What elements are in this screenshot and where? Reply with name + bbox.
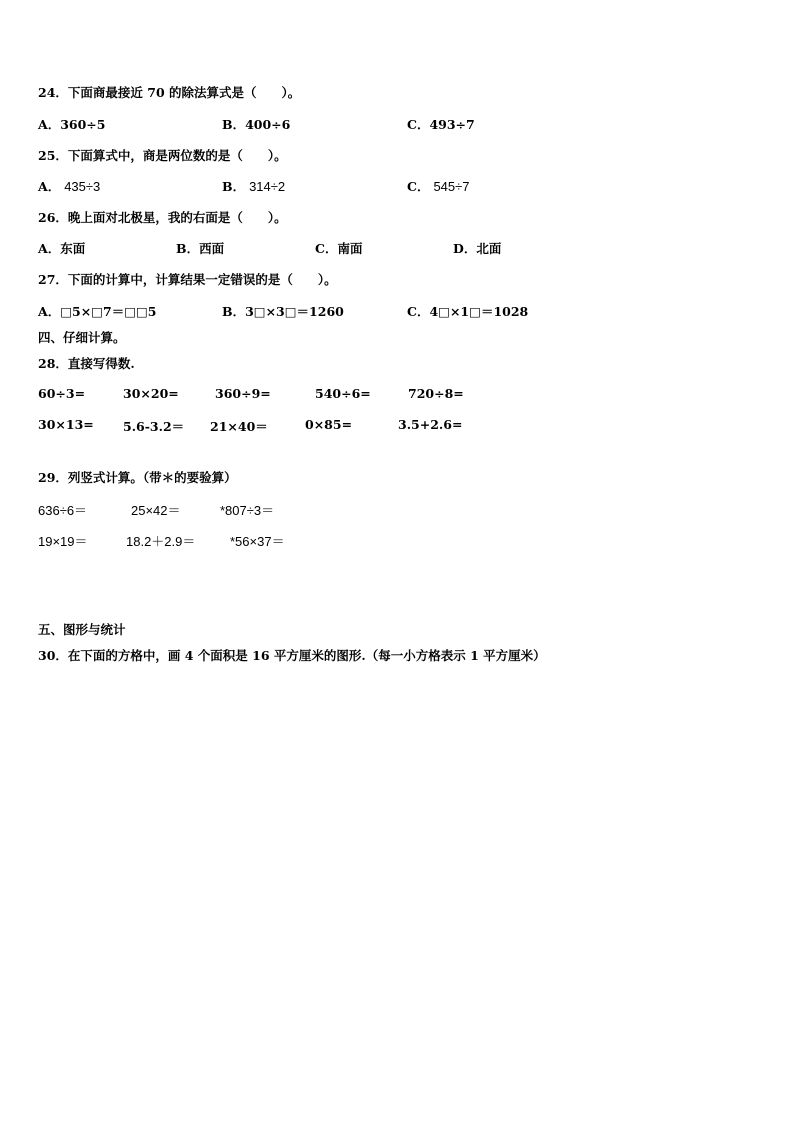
q25-option-b xyxy=(222,177,285,195)
q29-expr-4: 19×19＝ xyxy=(38,534,88,549)
question-24-stem: 24．下面商最接近 70 的除法算式是（ ）。 xyxy=(38,85,301,100)
q24-option-c: C．493÷7 xyxy=(407,117,475,132)
q28-expr-10: 3.5+2.6= xyxy=(398,417,463,432)
q25-option-a-letter: A． xyxy=(38,179,61,194)
q25-option-b-letter: B． xyxy=(222,179,246,194)
q29-expr-6: *56×37＝ xyxy=(230,534,285,549)
q29-expr-1: 636÷6＝ xyxy=(38,503,88,518)
q27-option-c: C．4□×1□＝1028 xyxy=(407,304,529,319)
q28-expr-4: 540÷6= xyxy=(315,386,371,401)
q25-option-a-expr: 435÷3 xyxy=(64,179,101,194)
q24-option-b: B．400÷6 xyxy=(222,117,291,132)
q25-option-b-expr: 314÷2 xyxy=(249,179,286,194)
q28-expr-6: 30×13= xyxy=(38,417,94,432)
q26-option-b: B．西面 xyxy=(176,241,225,256)
section-4-title: 四、仔细计算。 xyxy=(38,330,126,345)
q28-expr-3: 360÷9= xyxy=(215,386,271,401)
q26-option-a: A．东面 xyxy=(38,241,86,256)
q27-option-a: A．□5×□7＝□□5 xyxy=(38,304,157,319)
question-27-stem: 27．下面的计算中，计算结果一定错误的是（ ）。 xyxy=(38,272,337,287)
q25-option-c xyxy=(407,177,470,195)
q28-expr-7: 5.6-3.2＝ xyxy=(123,419,185,434)
q24-option-a: A．360÷5 xyxy=(38,117,106,132)
q25-option-c-letter: C． xyxy=(407,179,430,194)
q26-option-c: C．南面 xyxy=(315,241,363,256)
q29-expr-2: 25×42＝ xyxy=(131,503,181,518)
q28-expr-5: 720÷8= xyxy=(408,386,464,401)
q28-expr-8: 21×40＝ xyxy=(210,419,268,434)
q27-option-b: B．3□×3□＝1260 xyxy=(222,304,344,319)
question-25-stem: 25．下面算式中，商是两位数的是（ ）。 xyxy=(38,148,287,163)
q25-option-a xyxy=(38,177,100,195)
question-28-stem: 28．直接写得数. xyxy=(38,356,135,371)
q28-expr-1: 60÷3= xyxy=(38,386,86,401)
question-26-stem: 26．晚上面对北极星，我的右面是（ ）。 xyxy=(38,210,287,225)
question-30-stem: 30．在下面的方格中，画 4 个面积是 16 平方厘米的图形.（每一小方格表示 1 平方厘米） xyxy=(38,648,546,663)
q26-option-d: D．北面 xyxy=(453,241,502,256)
question-29-stem: 29．列竖式计算。（带＊的要验算） xyxy=(38,470,237,485)
q28-expr-9: 0×85= xyxy=(305,417,353,432)
section-5-title: 五、图形与统计 xyxy=(38,622,126,637)
q25-option-c-expr: 545÷7 xyxy=(433,179,470,194)
q28-expr-2: 30×20= xyxy=(123,386,179,401)
q29-expr-3: *807÷3＝ xyxy=(220,503,275,518)
q29-expr-5: 18.2＋2.9＝ xyxy=(126,534,196,549)
